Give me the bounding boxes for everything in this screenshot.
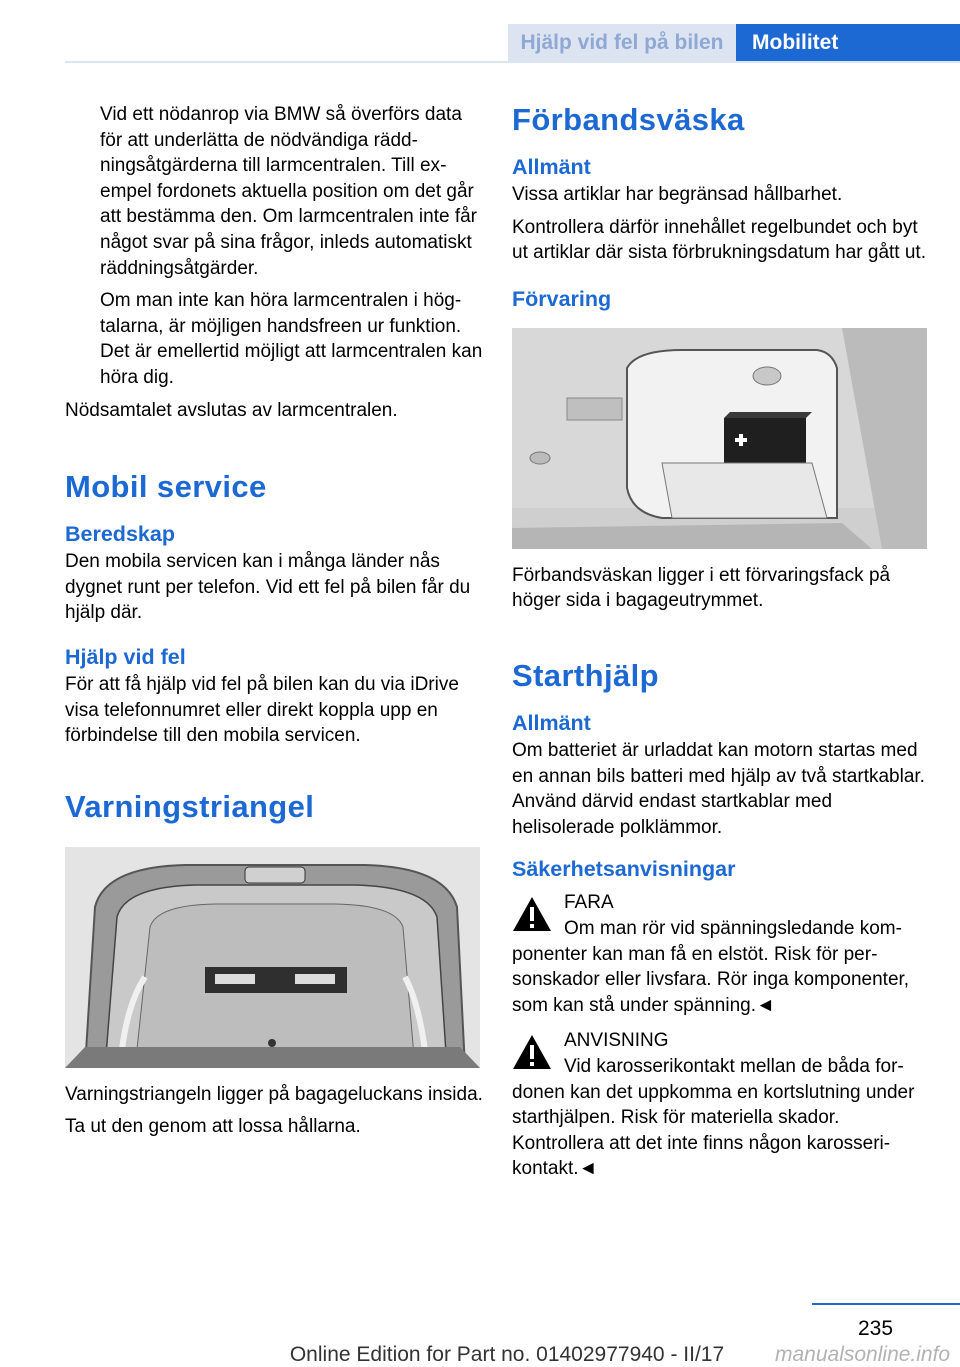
header-tab-section: Hjälp vid fel på bilen: [508, 24, 736, 62]
warning-danger-label: FARA: [564, 892, 614, 914]
trunk-lid-illustration: [65, 847, 480, 1068]
header-rule: [65, 61, 960, 63]
hjalp-vid-fel-paragraph: För att få hjälp vid fel på bilen kan du via iDrive visa telefonnumret eller direkt koppla upp en förbindelse till den mobila servicen.: [65, 673, 459, 747]
allmant-heading-1: Allmänt: [512, 155, 591, 179]
edition-footer: Online Edition for Part no. 01402977940 - II/17: [289, 1343, 725, 1366]
starthjalp-paragraph: Om batteriet är urladdat kan motorn startas med en annan bils batteri med hjälp av två startkablar. Använd därvid endast startkablar med helisolerade polklämmor.: [512, 739, 925, 838]
right-column: [512, 102, 930, 1182]
left-column: [65, 102, 483, 1147]
warning-notice: [512, 1028, 930, 1182]
warning-danger-text: Om man rör vid spänningsledande komponenter kan man få en elstöt. Risk för personskador eller livsfara. Rör inga komponenter, som kan stå under spänning.◄: [512, 917, 910, 1016]
allmant-heading-2: Allmänt: [512, 710, 591, 735]
first-aid-kit-figure: [512, 328, 927, 549]
warning-danger: [512, 890, 930, 1018]
header-tab-chapter: Mobilitet: [736, 24, 960, 62]
call-end-paragraph: Nödsamtalet avslutas av larmcentralen.: [65, 399, 398, 421]
trunk-lid-figure: [65, 847, 480, 1068]
forbandsvaska-heading: Förbandsväska: [512, 102, 745, 137]
first-aid-kit-illustration: [512, 328, 927, 549]
warning-triangle-icon: [512, 896, 552, 932]
allmant-paragraph-2: Kontrollera därför innehållet regelbundet och byt ut artiklar där sista förbrukningsdatum har gått ut.: [512, 216, 926, 264]
hjalp-vid-fel-heading: Hjälp vid fel: [65, 644, 186, 669]
varningstriangel-caption: Varningstriangeln ligger på bagageluckans insida.: [65, 1083, 483, 1105]
forvaring-heading: Förvaring: [512, 286, 612, 311]
emergency-data-paragraph: Vid ett nödanrop via BMW så överförs data för att underlätta de nödvändiga räddningsåtgärderna till larmcentralen. Till exempel fordonets aktuella position om det går att bestämma den. Om larmcentralen inte får något svar på sina frågor, inleds automatiskt räddningsåtgärder.: [100, 104, 477, 279]
varningstriangel-instruction: Ta ut den genom att lossa hållarna.: [65, 1116, 361, 1138]
warning-notice-label: ANVISNING: [564, 1030, 669, 1052]
allmant-paragraph-1: Vissa artiklar har begränsad hållbarhet.: [512, 184, 843, 205]
page-number: 235: [858, 1317, 894, 1340]
footer-rule: [812, 1303, 960, 1305]
watermark: manualsonline.info: [775, 1343, 951, 1366]
beredskap-heading: Beredskap: [65, 522, 175, 547]
varningstriangel-heading: Varningstriangel: [65, 788, 315, 824]
starthjalp-heading: Starthjälp: [512, 657, 659, 693]
beredskap-paragraph: Den mobila servicen kan i många länder nås dygnet runt per telefon. Vid ett fel på bilen får du hjälp där.: [65, 551, 471, 624]
warning-triangle-icon: [512, 1034, 552, 1070]
forvaring-caption: Förbandsväskan ligger i ett förvaringsfack på höger sida i bagageutrymmet.: [512, 564, 891, 612]
mobil-service-heading: Mobil service: [65, 469, 267, 505]
handsfree-paragraph: Om man inte kan höra larmcentralen i högtalarna, är möjligen handsfreen ur funktion. Det är emellertid möjligt att larmcentralen kan höra dig.: [100, 290, 483, 388]
sakerhetsanvisningar-heading: Säkerhetsanvisningar: [512, 857, 736, 882]
warning-notice-text: Vid karosserikontakt mellan de båda fordonen kan det uppkomma en kortslutning under starthjälpen. Risk för materiella skador. Kontrollera att det inte finns någon karosserikontakt.◄: [512, 1055, 915, 1180]
